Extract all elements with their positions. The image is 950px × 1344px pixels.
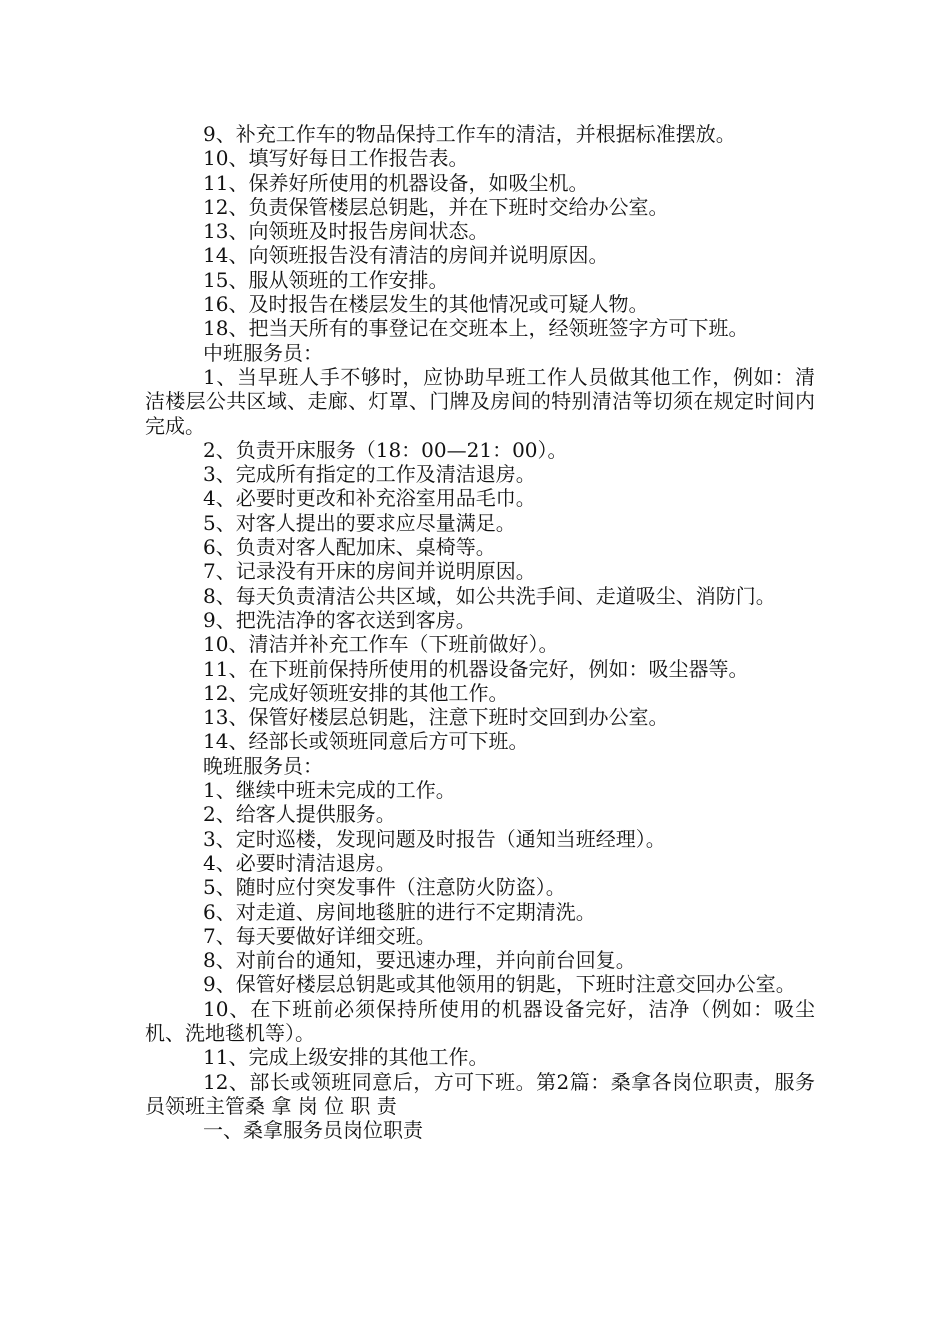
night-shift-item-12: 12、部长或领班同意后，方可下班。第2篇：桑拿各岗位职责，服务员领班主管桑 拿 岗 位 职 责 bbox=[145, 1069, 815, 1118]
night-shift-item-9: 9、保管好楼层总钥匙或其他领用的钥匙，下班时注意交回办公室。 bbox=[203, 972, 796, 997]
paragraph-item-12: 12、负责保管楼层总钥匙，并在下班时交给办公室。 bbox=[203, 194, 669, 219]
night-shift-item-2: 2、给客人提供服务。 bbox=[203, 802, 396, 827]
middle-shift-item-1: 1、当早班人手不够时，应协助早班工作人员做其他工作，例如：清洁楼层公共区域、走廊、灯罩、门牌及房间的特别清洁等切须在规定时间内完成。 bbox=[145, 364, 815, 438]
section-heading-night-shift: 晚班服务员： bbox=[203, 753, 323, 778]
paragraph-item-16: 16、及时报告在楼层发生的其他情况或可疑人物。 bbox=[203, 292, 649, 317]
middle-shift-item-7: 7、记录没有开床的房间并说明原因。 bbox=[203, 559, 536, 584]
middle-shift-item-10: 10、清洁并补充工作车（下班前做好）。 bbox=[203, 632, 559, 657]
paragraph-item-15: 15、服从领班的工作安排。 bbox=[203, 267, 449, 292]
middle-shift-item-9: 9、把洗洁净的客衣送到客房。 bbox=[203, 607, 476, 632]
section-heading-sauna-attendant: 一、桑拿服务员岗位职责 bbox=[203, 1118, 423, 1143]
middle-shift-item-12: 12、完成好领班安排的其他工作。 bbox=[203, 680, 509, 705]
night-shift-item-4: 4、必要时清洁退房。 bbox=[203, 850, 396, 875]
paragraph-item-9: 9、补充工作车的物品保持工作车的清洁，并根据标准摆放。 bbox=[203, 122, 736, 146]
night-shift-item-11: 11、完成上级安排的其他工作。 bbox=[203, 1045, 489, 1070]
middle-shift-item-5: 5、对客人提出的要求应尽量满足。 bbox=[203, 510, 516, 535]
night-shift-item-10: 10、在下班前必须保持所使用的机器设备完好，洁净（例如：吸尘机、洗地毯机等）。 bbox=[145, 996, 815, 1045]
paragraph-item-11: 11、保养好所使用的机器设备，如吸尘机。 bbox=[203, 170, 589, 195]
document-body bbox=[145, 122, 815, 1142]
middle-shift-item-8: 8、每天负责清洁公共区域，如公共洗手间、走道吸尘、消防门。 bbox=[203, 583, 776, 608]
section-heading-middle-shift: 中班服务员： bbox=[203, 340, 323, 365]
middle-shift-item-4: 4、必要时更改和补充浴室用品毛巾。 bbox=[203, 486, 536, 511]
night-shift-item-1: 1、继续中班未完成的工作。 bbox=[203, 778, 456, 803]
paragraph-item-18: 18、把当天所有的事登记在交班本上，经领班签字方可下班。 bbox=[203, 316, 749, 341]
middle-shift-item-2: 2、负责开床服务（18：00—21：00）。 bbox=[203, 437, 568, 462]
paragraph-item-14: 14、向领班报告没有清洁的房间并说明原因。 bbox=[203, 243, 609, 268]
middle-shift-item-13: 13、保管好楼层总钥匙，注意下班时交回到办公室。 bbox=[203, 705, 669, 730]
middle-shift-item-14: 14、经部长或领班同意后方可下班。 bbox=[203, 729, 529, 754]
middle-shift-item-3: 3、完成所有指定的工作及清洁退房。 bbox=[203, 462, 536, 487]
night-shift-item-6: 6、对走道、房间地毯脏的进行不定期清洗。 bbox=[203, 899, 596, 924]
night-shift-item-8: 8、对前台的通知，要迅速办理，并向前台回复。 bbox=[203, 948, 636, 973]
night-shift-item-3: 3、定时巡楼，发现问题及时报告（通知当班经理）。 bbox=[203, 826, 666, 851]
middle-shift-item-11: 11、在下班前保持所使用的机器设备完好，例如：吸尘器等。 bbox=[203, 656, 749, 681]
night-shift-item-7: 7、每天要做好详细交班。 bbox=[203, 923, 436, 948]
paragraph-item-10: 10、填写好每日工作报告表。 bbox=[203, 146, 469, 171]
middle-shift-item-6: 6、负责对客人配加床、桌椅等。 bbox=[203, 535, 496, 560]
paragraph-item-13: 13、向领班及时报告房间状态。 bbox=[203, 219, 489, 244]
night-shift-item-5: 5、随时应付突发事件（注意防火防盗）。 bbox=[203, 875, 566, 900]
